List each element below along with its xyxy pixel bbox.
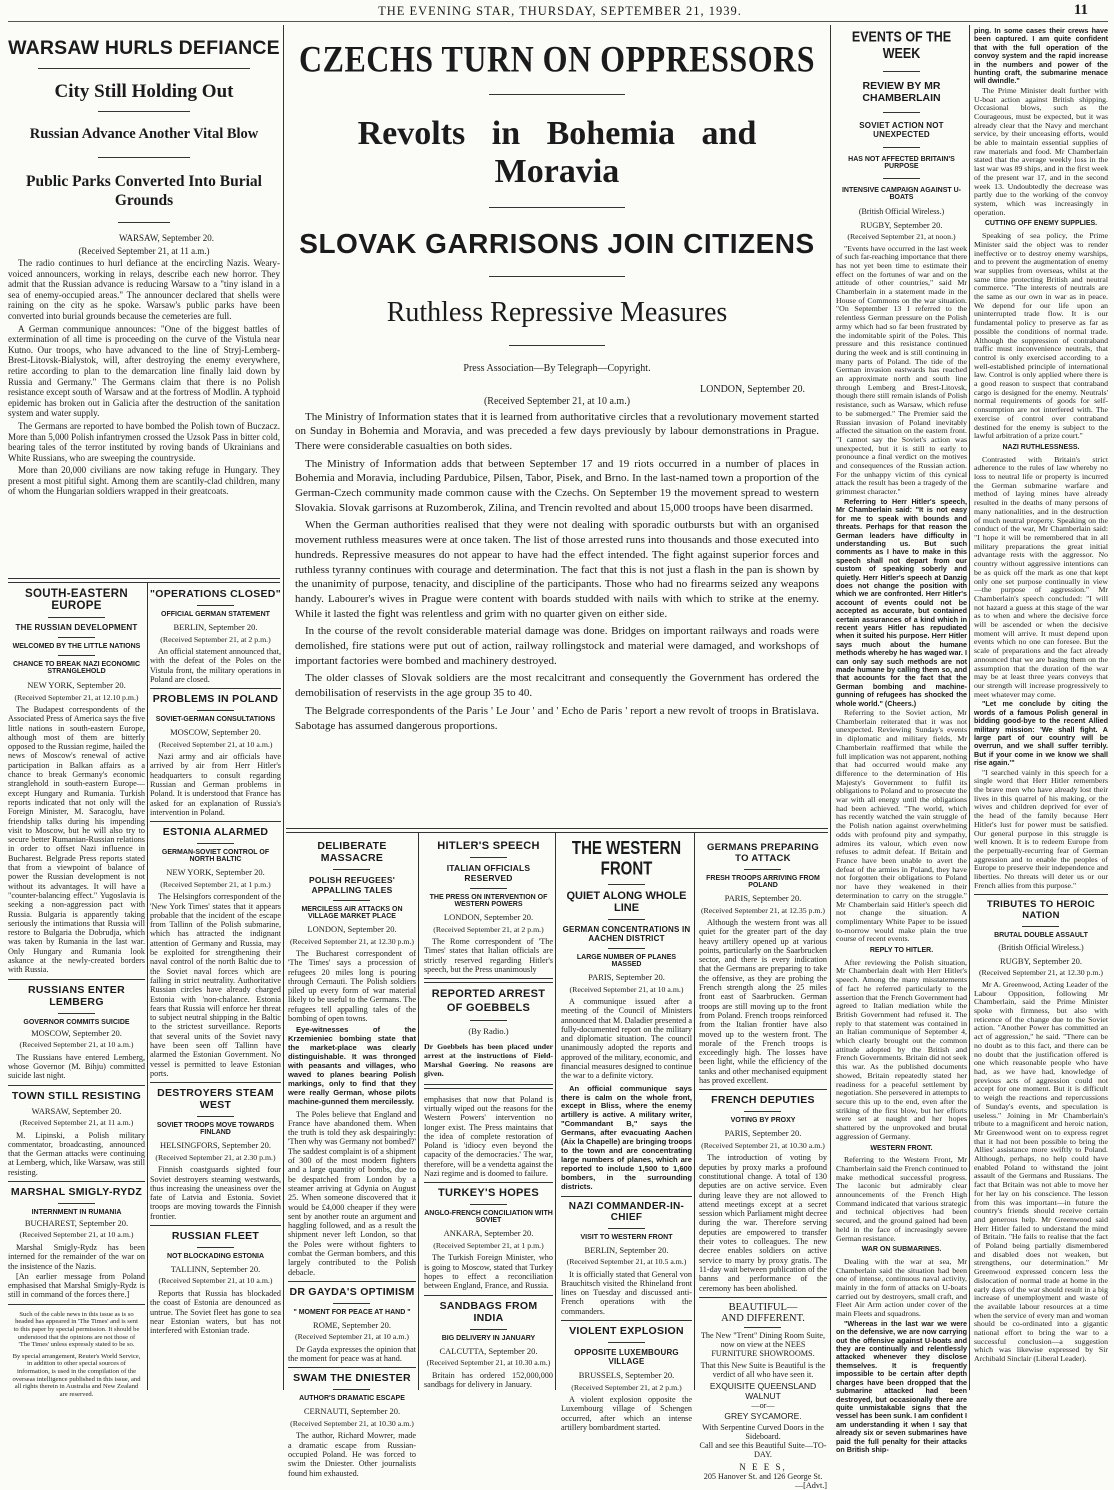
western-front-body: [561, 997, 692, 1192]
western-front-subhead: WESTERN FRONT.: [870, 1144, 933, 1152]
se-europe-dateline: NEW YORK, September 20.: [27, 680, 126, 690]
paragraph: After reviewing the Polish situation, Mr Chamberlain dealt with Herr Hitler's speech. Among the many misstatements of fact he referred particularly to the assertion that the French Government had agreed to Italian mediation while the British Government had refused it. The reply to that statement was contained in an Italian communique of September 4, which clearly brought out the common attitude adopted by the British and French Governments. Britain did not seek this war. As the published documents showed, Britain repeatedly stated her readiness for a peaceful settlement by negotiation. She persevered in attempts to secure this up to the end, even after the striking of the first blow, but her efforts were set at naught and her hopes shattered by the unprovoked and brutal aggression of Germany.: [836, 957, 967, 1141]
paragraph: The Germans are reported to have bombed the Polish town of Buczacz. More than 5,000 Polish infantrymen crossed the Uzsok Pass in bitter cold, bearing tales of the terror instituted by roving bands of Ukrainians and White Russians, who are sweeping the countryside.: [8, 420, 280, 463]
czechs-headline2: Revolts in Bohemia and Moravia: [357, 115, 757, 190]
problems-hdr: PROBLEMS IN POLAND: [152, 693, 279, 706]
paragraph: Contrasted with Britain's strict adherence to the rules of law whereby no loss to neutral life or property is incurred the German submarine warfare and method of laying mines have already resulted in the deaths of many persons of many nationalities, and in the destruction of much neutral property. Speaking on the conduct of the war, Mr Chamberlain said: "I hope it will be remembered that in all military preparations the great initial advantage rests with the aggressor. No country without aggressive intentions can be as quick off the mark as one that kept only one set purpose continually in view—the purpose of aggression." Mr Chamberlain's speech concluded: "I will not hazard a guess at this stage of the war as to when and where the decisive force will be ascended or when the decisive moment will arrive. It must depend upon events which no one can foresee. But the scale of preparations and the fact already announced that we are basing them on the assumption that the duration of the war may be at least three years conveys that our strength will increase progressively to meet whatever may come.: [974, 454, 1108, 699]
dniester-dateline: CERNAUTI, September 20.: [303, 1406, 401, 1417]
se-europe-hdr: SOUTH-EASTERN EUROPE: [25, 588, 128, 612]
paragraph: Reports that Russia has blockaded the coast of Estonia are denounced as untrue. The Soviet fleet has gone to sea near Estonian waters, but has not interfered with Estonian trade.: [150, 1288, 281, 1336]
warsaw-article: [8, 27, 280, 575]
paragraph: Although the western front was all quiet for the greater part of the day heavy artillery opened up at various points, particularly on the Saarbrucken sector, and there is every indication that the Germans are preparing to take the offensive, as they are probing the French strength along the 25 miles front east of Saarbrucken. German troops are still moving up to the front from Poland. French troops reinforced from the Italian frontier have also moved up to the western front. The morale of the French troops is exceedingly high. The losses have been light, while the efficiency of the tanks and other mechanised equipment has proved excellent.: [699, 918, 827, 1086]
hitler-hdr: HITLER'S SPEECH: [437, 840, 540, 852]
gayda-dateline: ROME, September 20.: [313, 1319, 391, 1330]
turkey-body: [424, 1253, 553, 1290]
nees-advertisement: [699, 1302, 827, 1490]
fleet-hdr: RUSSIAN FLEET: [171, 1229, 260, 1242]
paragraph: When the German authorities realised that they were not dealing with sporadic outbursts but with an organised movement ruthless measures were at once taken. The list of those arrested runs into thousands and those executed into hundreds. Repressive measures do not appear to have had the effect intended. The fight against superior forces and ruthless tyranny continues with courage and determination. The fact that this is not just a flash in the pan is shown by the unanimity of purpose, tenacity, and discipline of the participants. Those who had no firearms seized any weapons handy. Labourer's wives in Prague were content with boards studded with nails with which to strike at the enemy. While it lasted the fight was relentless and grim with no quarter given on either side.: [295, 519, 819, 620]
czechs-headline1: CZECHS TURN ON OPPRESSORS: [298, 38, 815, 80]
paragraph: A violent explosion opposite the Luxembourg village of Schengen occurred, after which an intense artillery bombardment started.: [561, 1395, 692, 1432]
goebbels-body: Dr Goebbels has been placed under arrest at the instructions of Field-Marshal Goering. No reasons are given.: [424, 1041, 553, 1078]
turkey-hdr: TURKEY'S HOPES: [438, 1187, 539, 1200]
warsaw-sub1: City Still Holding Out: [54, 81, 234, 102]
events-received: (Received September 21, at noon.): [847, 232, 956, 241]
se-europe-received: (Received September 21, at 12.10 p.m.): [14, 692, 139, 702]
warsaw-sub2: Russian Advance Another Vital Blow: [29, 126, 259, 142]
western-front-dateline: PARIS, September 20.: [588, 972, 665, 982]
czechs-headline4: Ruthless Repressive Measures: [386, 297, 728, 328]
column-1: [8, 584, 145, 1398]
paragraph: Referring to the Soviet action, Mr Chamberlain reiterated that it was not unexpected. Reviewing Sunday's events in diplomatic and military fields, Mr Chamberlain reaffirmed that while the full implication was not apparent, nothing that had occurred would make any difference to the determination of His Majesty's Government to fulfil its obligations to Poland and to prosecute the war with all energy until the obligations had been achieved. "The world, which has recently watched the vain struggle of the Polish nation against overwhelming odds with profound pity and sympathy, admires its valour, which even now refuses to admit defeat. If Britain and France have been unable to avert the defeat of the armies in Poland, they have not forgotten their obligations to Poland nor have they weakened in their determination to carry on the struggle." Mr Chamberlain said Hitler's speech did not change the situation. A complimentary White Paper to be issued to-morrow would make plain the true course of recent events.: [836, 708, 967, 944]
ad-exquisite: EXQUISITE QUEENSLAND WALNUT: [709, 1381, 817, 1402]
ad-line2: AND DIFFERENT.: [721, 1312, 805, 1324]
warsaw-headline: WARSAW HURLS DEFIANCE: [8, 37, 280, 59]
paragraph-bold: Eye-witnesses of the Krzemieniec bombing state that the market-place was clearly distinguishable. It was thronged with peasants and villages, who waved to planes bearing Polish markings, only to find that they were really German, whose pilots machine-gunned them mercilessly.: [288, 1025, 416, 1106]
explosion-hdr: VIOLENT EXPLOSION: [569, 1325, 684, 1338]
events-wireless: (British Official Wireless.): [858, 207, 945, 216]
problems-dateline: MOSCOW, September 20.: [170, 727, 261, 738]
dniester-body: [288, 1431, 416, 1477]
events-body: [836, 245, 967, 1455]
ad-text: The New "Trent" Dining Room Suite, now on view at the NEES FURNITURE SHOWROOMS.: [700, 1330, 826, 1359]
footnote-times: Such of the cable news in this issue as is so headed has appeared in 'The Times' and is sent to this paper by special permission. It should be understood that the opinions are not those of 'The Times' unless expressly stated to be so.: [13, 1310, 140, 1349]
destroyers-body: [150, 1165, 281, 1221]
hitler-received: (Received September 21, at 2 p.m.): [433, 924, 544, 934]
column-6: [699, 836, 827, 1490]
germans-prep-hdr: GERMANS PREPARING TO ATTACK: [706, 842, 820, 864]
paragraph: M. Lipinski, a Polish military commentator, broadcasting, announced that the German attacks were continuing at Lemberg, which, like Warsaw, was still resisting.: [8, 1130, 145, 1177]
paragraph: Mr A. Greenwood, Acting Leader of the Labour Opposition, following Mr Chamberlain, said the Prime Minister spoke with firmness, but also with reticence of the change due to the Soviet action. "Another Power has committed an act of aggression," he said. "There can be no doubt as to this fact, and there can be no doubt that the justification offered is one which reasonable people who have had, as we have had, knowledge of previous acts of aggression could not accept for one moment. But it is difficult to weigh the reactions and repercussions of Sunday's events, and speculation is useless." Joining in Mr Chamberlain's tribute to a magnificent and heroic nation, Mr Greenwood went on to express regret that it had not been possible to bring the Allies' assistance more swiftly to Poland. Although, perhaps, no help could have enabled Poland to withstand the joint assault of the Germans and Russians. The fact that Britain was not able to move her for her lay on his conscience. The lesson from this was important—in future the country's friends should receive certain and generous help. Mr Greenwood said Herr Hitler failed to understand the mind of Britain. "He fails to realise that the fact of Poland being partially dismembered and disabled does not weaken, but strengthens, our determination." Mr Greenwood expressed concern less the dislocation of normal trade at home in the early days of the war should result in a big increase of unemployment and waste of the available labour resources at a time when the service of every man and woman should be co-ordinated into a gigantic national effort to bring the war to a successful conclusion—a suggestion which was likewise expressed by Sir Archibald Sinclair (Liberal Leader).: [974, 979, 1108, 1364]
ad-or: —or—: [751, 1401, 775, 1411]
czechs-received: (Received September 21, at 10 a.m.): [483, 396, 631, 407]
western-front-received: (Received September 21, at 10 a.m.): [569, 984, 684, 994]
fleet-dateline: TALLINN, September 20.: [170, 1263, 261, 1274]
gayda-sub: " MOMENT FOR PEACE AT HAND ": [293, 1308, 411, 1316]
events-hdr: EVENTS OF THE WEEK: [851, 28, 952, 62]
paragraph: "I searched vainly in this speech for a single word that Herr Hitler remembers the brave men who have already lost their lives in this quarrel of his making, or the wives and children deprived for ever of the head of the family because Herr Hitler's lust for power must be satisfied. Our general purpose in this struggle is well known. It is to redeem Europe from the perpetually-recurring fear of German aggression and to enable the peoples of Europe to preserve their independence and liberties. No threats will deter us or our French allies from this purpose.": [974, 767, 1108, 890]
turkey-received: (Received September 21, at 1 p.m.): [433, 1240, 544, 1250]
lemberg-sub: GOVERNOR COMMITS SUICIDE: [23, 1018, 130, 1026]
destroyers-sub: SOVIET TROOPS MOVE TOWARDS FINLAND: [156, 1122, 275, 1137]
paragraph: Dealing with the war at sea, Mr Chamberlain said the situation had been one of intense, continuous naval activity, mainly in the form of attacks on U-boats carried out by destroyers, small craft, and Fleet Air Arm action under cover of the main Fleets and squadrons.: [836, 1256, 967, 1319]
paragraph: Dr Gayda expresses the opinion that the moment for peace was at hand.: [288, 1344, 416, 1364]
estonia-sub: GERMAN-SOVIET CONTROL OF NORTH BALTIC: [161, 849, 270, 864]
paragraph: The Budapest correspondents of the Associated Press of America says the five little nations in south-eastern Europe, although most of them are bitterly opposed to the Russian regime, hailed the news of Moscow's renewal of active participation in Balkan affairs as a chance to break Germany's economic stranglehold in south-eastern Europe—except Hungary and Rumania. Turkish reports indicated that not only will the Foreign Minister, M. Saracoglu, have friendship talks during his impending visit to Moscow, but he will also try to secure better Rumanian-Russian relations in order to offset Nazi influence in Bucharest. Belgrade Press reports stated that from a viewpoint of balance of power the Russian development is not without its advantages. It will have a "counter-balancing effect." Yugoslavia is seeking a non-aggression pact with Russia. Bulgaria is apparently taking seriously the intimations that Russia will restore to Bulgaria the Dobrudja, which was taken by Rumania in the last war. Only Hungary and Rumania look askance at the newly-created borders with Russia.: [8, 705, 145, 975]
germans-prep-received: (Received September 21, at 12.35 p.m.): [700, 905, 826, 915]
paragraph: The Helsingfors correspondent of the 'New York Times' states that it appears probable that the incident of the escape from Tallinn of the Polish submarine, which has attracted the indignant attention of Germany and Russia, may be exploited for strengthening their naval control of the north Baltic due to the Soviet naval forces which are failing in strict neutrality. Authoritative Russian circles have already charged Estonia with 'non-chalance. Estonia fears that Russia will enforce her threat to subject neutral shipping in the Baltic to the strictest surveillance. Reports that several units of the Soviet navy have been seen off Tallinn have alarmed the Estonian Government. No vessel is permitted to leave Estonian ports.: [150, 892, 281, 1078]
warsaw-sub3: Public Parks Converted Into Burial Grounds: [26, 173, 262, 209]
hitler-continued: [424, 1095, 553, 1179]
germans-prep-sub: FRESH TROOPS ARRIVING FROM POLAND: [706, 875, 820, 889]
smigly-received: (Received September 21, at 10 a.m.): [19, 1230, 134, 1240]
massacre-received: (Received September 21, at 12.30 p.m.): [289, 936, 415, 946]
reply-to-hitler: REPLY TO HITLER.: [869, 947, 934, 955]
massacre-body: [288, 949, 416, 1277]
warsaw-dateline: WARSAW, September 20.: [119, 233, 214, 243]
estonia-body: [150, 892, 281, 1078]
se-europe-sub2: WELCOMED BY THE LITTLE NATIONS: [12, 643, 141, 650]
paragraph: emphasises that now that Poland is virtually wiped out the reasons for the Western Powers' intervention no longer exist. The Press maintains that the idea of complete restoration of Poland is 'idiocy even beyond the capacity of the democracies.' The war, therefore, will be a vendetta against the Nazi regime and is doomed to failure.: [424, 1094, 553, 1179]
column-3: [288, 836, 416, 1478]
lemberg-received: (Received September 21, at 10 a.m.): [19, 1040, 134, 1050]
column-8: [974, 27, 1108, 1390]
czechs-body: [289, 410, 825, 734]
goebbels-sub: (By Radio.): [468, 1026, 509, 1037]
resisting-body: [8, 1131, 145, 1177]
warsaw-received: (Received September 21, at 11 a.m.): [78, 245, 210, 256]
sandbags-hdr: SANDBAGS FROM INDIA: [439, 1299, 538, 1324]
paragraph-bold: ping. In some cases their crews have been captured. I am quite confident that with the full operation of the convoy system and the rapid increase in the numbers and power of the hunting craft, the submarine menace will dwindle.": [974, 26, 1108, 86]
ad-text2: That this New Suite is Beautiful is the verdict of all who have seen it.: [700, 1360, 826, 1379]
turkey-sub: ANGLO-FRENCH CONCILIATION WITH SOVIET: [424, 1210, 553, 1225]
nazi-cmd-received: (Received September 21, at 10.5 a.m.): [566, 1257, 687, 1267]
hitler-sub2: THE PRESS ON INTERVENTION OF WESTERN POWERS: [429, 894, 548, 908]
paragraph: Speaking of sea policy, the Prime Minister said the object was to render ineffective or to destroy enemy warships, and to prevent the augmentation of enemy war supplies from overseas, whilst at the same time protecting British and neutral commerce. "The interests of neutrals are the same as our own in war as in peace. We depend for our life upon an uninterrupted trade flow. It is our fundamental policy to preserve as far as possible the conditions of normal trade. Although the suppression of contraband traffic must inconvenience neutrals, that control is only exercised according to a well-established principle of international law. Control is only applied where there is a good reason to suspect that contraband cargo is designed for the enemy. Neutrals' normal requirements of goods for self-consumption are not interfered with. The exercise of control over contraband destined for the enemy is subject to the lawful arbitration of a prize court.": [974, 231, 1108, 441]
paragraph: Referring to the Western Front, Mr Chamberlain said the French continued to make methodical successful progress. The laconic but admirably clear announcements of the French High Command indicated that various strategic and technical objectives had been secured, and the ground gained had been held in the face of increasingly severe German resistance.: [836, 1155, 967, 1243]
sandbags-received: (Received September 21, at 10.30 a.m.): [426, 1358, 551, 1368]
germans-prep-dateline: PARIS, September 20.: [724, 893, 802, 903]
sandbags-sub: BIG DELIVERY IN JANUARY: [441, 1334, 536, 1342]
paragraph: In the course of the revolt considerable material damage was done. Bridges on important railways and roads were demolished, fire stations were put out of action, railway rollingstock and material were damaged, and workshops of important factories were bombed and machinery destroyed.: [295, 625, 819, 667]
paragraph: The Belgrade correspondents of the Paris ' Le Jour ' and ' Echo de Paris ' report a new revolt of troops in Bratislava. Sabotage has assumed dangerous proportions.: [295, 704, 819, 732]
lemberg-hdr: RUSSIANS ENTER LEMBERG: [28, 983, 125, 1008]
events-sub3: INTENSIVE CAMPAIGN AGAINST U-BOATS: [841, 187, 961, 201]
nazi-cmd-body: [561, 1270, 692, 1316]
western-front-sub3: LARGE NUMBER OF PLANES MASSED: [576, 954, 677, 968]
dniester-sub: AUTHOR'S DRAMATIC ESCAPE: [299, 1395, 405, 1403]
paragraph: The Bucharest correspondent of 'The Times' says a procession of refugees 20 miles long is pouring through Cernauti. The Polish soldiers piled up every form of war material likely to be useful to the Germans. The refugees tell appalling tales of the bombing of open towns.: [288, 949, 416, 1024]
western-front-hdr: THE WESTERN FRONT: [571, 838, 682, 880]
estonia-hdr: ESTONIA ALARMED: [162, 826, 269, 839]
page-number: 11: [1073, 2, 1088, 18]
war-on-submarines: WAR ON SUBMARINES.: [861, 1246, 942, 1254]
paragraph: The Ministry of Information states that it is learned from authoritative circles that a revolutionary movement started on Sunday in Bohemia and Moravia, and was preceded a few days previously by labour demonstrations in Prague. There were considerable casualties on both sides.: [295, 410, 819, 452]
explosion-sub: OPPOSITE LUXEMBOURG VILLAGE: [574, 1348, 679, 1367]
problems-body: [150, 752, 281, 817]
ad-text3: With Serpentine Curved Doors in the Sideboard.: [702, 1422, 824, 1441]
ops-closed-dateline: BERLIN, September 20.: [173, 622, 258, 632]
column-5: [561, 836, 692, 1432]
ad-text4: Call and see this Beautiful Suite—TO-DAY.: [699, 1441, 827, 1460]
deputies-hdr: FRENCH DEPUTIES: [711, 1094, 815, 1107]
paragraph: "Events have occurred in the last week of such far-reaching importance that there has not yet been time to estimate their effect on the fortunes of war and on the attitude of other countries," said Mr Chamberlain in a statement made in the House of Commons on the war situation. "On September 13 I referred to the relentless German pressure on the Polish army which had so far been frustrated by the indomitable spirit of the Poles. This pressure and this resistance continued during the week and is still continuing in many parts of Poland. The tide of the German invasion eastwards has reached an approximate north and south line through Lemberg and Brest-Litovsk, though there still remain islands of Polish resistance, such as Warsaw, which refuse to be submerged." The Premier said the Russian invasion of Poland inevitably affected the situation on the eastern front. "I cannot say the Soviet's action was unexpected, but it is still to early to pronounce a final verdict on the motives and consequences of the Russian action. For the unhappy victim of this cynical attack the result has been a tragedy of the grimmest character.": [836, 243, 967, 497]
ad-nees: N E E S,: [739, 1461, 787, 1472]
massacre-dateline: LONDON, September 20.: [307, 924, 397, 934]
problems-received: (Received September 21, at 10 a.m.): [158, 739, 273, 749]
smigly-hdr: MARSHAL SMIGLY-RYDZ: [10, 1185, 143, 1198]
smigly-dateline: BUCHAREST, September 20.: [24, 1217, 129, 1228]
ad-line1: BEAUTIFUL—: [728, 1301, 798, 1313]
column-2: [150, 584, 281, 1390]
tribute-hdr: TRIBUTES TO HEROIC NATION: [986, 899, 1096, 922]
resisting-hdr: TOWN STILL RESISTING: [11, 1089, 142, 1102]
events-sub2: HAS NOT AFFECTED BRITAIN'S PURPOSE: [848, 156, 955, 170]
paragraph: Britain has ordered 152,000,000 sandbags for delivery in January.: [424, 1370, 553, 1389]
nazi-cmd-sub: VISIT TO WESTERN FRONT: [580, 1233, 673, 1241]
tribute-wireless: (British Official Wireless.): [998, 943, 1084, 953]
gayda-received: (Received September 21, at 10 a.m.): [295, 1332, 409, 1342]
masthead-title: THE EVENING STAR, THURSDAY, SEPTEMBER 21, 1939.: [378, 4, 742, 18]
se-europe-sub1: THE RUSSIAN DEVELOPMENT: [15, 623, 138, 632]
tribute-dateline: RUGBY, September 20.: [999, 955, 1082, 966]
warsaw-body: [8, 258, 280, 497]
paragraph: A communique issued after a meeting of the Council of Ministers announced that M. Daladier presented a fully-documented report on the military and diplomatic situation. The council unanimously adopted the reports and approved of the military, economic, and financial measures designed to continue the war to a definite victory.: [561, 997, 692, 1081]
dniester-hdr: SWAM THE DNIESTER: [293, 1372, 411, 1385]
nazi-cmd-dateline: BERLIN, September 20.: [584, 1244, 669, 1255]
nazi-ruthlessness: NAZI RUTHLESSNESS.: [1002, 443, 1080, 451]
explosion-dateline: BRUSSELS, September 20.: [578, 1370, 675, 1381]
turkey-dateline: ANKARA, September 20.: [443, 1228, 534, 1239]
czechs-dateline: LONDON, September 20.: [700, 383, 805, 395]
ad-grey: GREY SYCAMORE.: [724, 1410, 802, 1421]
problems-sub: SOVIET-GERMAN CONSULTATIONS: [155, 716, 276, 724]
sandbags-dateline: CALCUTTA, September 20.: [439, 1345, 538, 1356]
paragraph: Nazi army and air officials have arrived by air from Herr Hitler's headquarters to consult regarding Russian and German problems in Poland. It is understood that France has asked for an explanation of Russia's intervention in Poland.: [150, 752, 281, 817]
explosion-body: [561, 1395, 692, 1432]
paragraph: Finnish coastguards sighted four Soviet destroyers steaming westwards, thus increasing the uneasiness over the fate of Latvia and Estonia. Soviet troops are moving towards the Finnish frontier.: [150, 1165, 281, 1221]
fleet-sub: NOT BLOCKADING ESTONIA: [166, 1252, 265, 1260]
dniester-received: (Received September 21, at 10.30 a.m.): [290, 1418, 414, 1428]
tribute-sub: BRUTAL DOUBLE ASSAULT: [994, 932, 1088, 940]
hitler-sub: ITALIAN OFFICIALS RESERVED: [446, 863, 531, 883]
massacre-hdr: DELIBERATE MASSACRE: [317, 840, 387, 864]
ops-closed-body: [150, 647, 281, 684]
gayda-body: [288, 1345, 416, 1364]
footnote-reuter: By special arrangement, Reuter's World Service, in addition to other special sources of information, is used in the compilation of the overseas intelligence published in this issue, and all rights therein in Australia and New Zealand are reserved.: [12, 1352, 141, 1398]
se-europe-body: [8, 705, 145, 975]
chamberlain-continued: [974, 27, 1108, 890]
paragraph: A German communique announces: "One of the biggest battles of extermination of all time is proceeding on the curve of the Vistula near Kutno. Our troops, who have advanced to the line of Stryj-Lemberg-Brest-Litovsk-Bialystok, will, after destroying the enemy everywhere, retire according to plan to the demarcation line finally laid down by Russia and Germany." The Germans claim that there is no Polish resistance except south of Warsaw and at the fortress of Modlin. A typhoid epidemic has broken out in Galicia after the destruction of the sanitation system and water supply.: [8, 323, 280, 419]
events-hdr2: REVIEW BY MR CHAMBERLAIN: [862, 80, 941, 104]
hitler-body: [424, 937, 553, 974]
paragraph-bold: An official communique says there is calm on the whole front, except in Bliss, where the enemy artillery is active. A military writer, "Commandant B," says the Germans, after evacuating Aachen (Aix la Chapelle) are bringing troops to the town and are concentrating large numbers of planes, which are reported to include 1,500 to 1,600 bombers, in the surrounding districts.: [561, 1083, 692, 1191]
ad-advt: —[Advt.]: [794, 1481, 827, 1490]
paragraph: An official statement announced that, with the defeat of the Poles on the Vistula front, the military operations in Poland are closed.: [150, 647, 281, 684]
destroyers-dateline: HELSINGFORS, September 20.: [160, 1140, 271, 1151]
hitler-dateline: LONDON, September 20.: [443, 912, 534, 922]
gayda-hdr: DR GAYDA'S OPTIMISM: [289, 1285, 415, 1298]
ops-closed-sub: OFFICIAL GERMAN STATEMENT: [161, 611, 270, 618]
resisting-received: (Received September 21, at 11 a.m.): [19, 1118, 134, 1127]
column-7: [836, 27, 967, 1454]
nazi-cmd-hdr: NAZI COMMANDER-IN-CHIEF: [568, 1200, 685, 1223]
paragraph: It is officially stated that General von Brauchitsch visited the Rhineland front lines on Tuesday and discussed anti-French operations with the commanders.: [561, 1269, 692, 1316]
explosion-received: (Received September 21, at 2 p.m.): [571, 1382, 682, 1392]
paragraph-bold: Referring to Herr Hitler's speech, Mr Chamberlain said: "It is not easy for me to speak with bounds and threats. Perhaps for that reason the German leaders have difficulty in understanding us. But such comments as I have to make in this speech shall not depart from our custom of speaking soberly and quietly. Herr Hitler's speech at Danzig does not change the position with which we are confronted. Herr Hitler's account of events could not be accepted as accurate, but contained certain assurances of a kind which in recent years Hitler has repudiated when it suited his purpose. Herr Hitler says much about the humane methods whereby he has waged war. I can only say such methods are not made humane by calling them so, and that accounts for the fact that the German bombing and machine-gunning of refugees has shocked the whole world." (Cheers.): [836, 496, 967, 708]
czechs-article: [289, 27, 825, 827]
column-4: [424, 836, 553, 1390]
paragraph: More than 20,000 civilians are now taking refuge in Hungary. They present a most pitiful sight. Among them are scantily-clad children, many of whom the Hungarian soldiers wrapped in their greatcoats.: [8, 465, 280, 497]
paragraph: The Poles believe that England and France have abandoned them. When the truth is told they ask despairingly: 'Then why was Germany not bombed?' The saddest complaint is of a shipment of 300 of the most modern fighters and a large quantity of bombs, due to be despatched from London by a steamer arriving at Gdynia on August 25. When someone discovered that it would be £4,000 cheaper if they were sent by another route an argument and haggling followed, and as a result the shipment never left London, so that the Poles were without fighters to combat the German bombers, and this largely contributed to the Polish debacle.: [288, 1109, 416, 1277]
czechs-headline3: SLOVAK GARRISONS JOIN CITIZENS: [299, 228, 815, 259]
events-dateline: RUGBY, September 20.: [860, 219, 943, 230]
paragraph: The Prime Minister dealt further with U-boat action against British shipping. Occasional blows, such as the Courageous, must be expected, but it was already clear that the Navy and merchant service, by their unceasing efforts, would be able to maintain essential supplies of raw materials and food. Mr Chamberlain stated that the average weekly loss in the last war was 89 ships, and in the first week of the present war 17, and in the second week 13. Undoubtedly the decrease was partly due to the working of the convoy system, which was increasingly in operation.: [974, 85, 1108, 217]
paragraph: The Rome correspondent of 'The Times' states that Italian officials are strictly reserved regarding Hitler's speech, but the Press unanimously: [424, 937, 553, 974]
western-front-sub: QUIET ALONG WHOLE LINE: [566, 890, 687, 914]
lemberg-body: [8, 1053, 145, 1081]
paragraph: The Ministry of Information adds that between September 17 and 19 riots occurred in a number of places in Bohemia and Moravia, including Pardubice, Pilsen, Tabor, Pisek, and Brno. In the last-named town a proportion of the German-Czech community made common cause with the Czechs. On September 19 the movement spread to western Slovakia. Slovak garrisons at Ruzomberok, Zilina, and Trencin revolted and about 15,000 troops have been disarmed.: [295, 457, 819, 514]
paragraph-bold: "Whereas in the last war we were on the defensive, we are now carrying out the offensive against U-boats and they are continually and relentlessly attacked whenever they disclose themselves. It is frequently impossible to be certain after depth charges have been dropped that the submarine attacked had been destroyed, but occasionally there are quite unmistakable signs that the vessel has been sunk. I am confident I am understanding it when I say that already six or seven submarines have paid the full penalty for their attacks on British ship-: [836, 1318, 967, 1454]
tribute-body: [974, 981, 1108, 1364]
paragraph: The older classes of Slovak soldiers are the most recalcitrant and consequently the Government has ordered the demobilisation of reservists in the age group 35 to 40.: [295, 672, 819, 700]
se-europe-sub3: CHANCE TO BREAK NAZI ECONOMIC STRANGLEHOLD: [12, 661, 141, 675]
deputies-body: [699, 1153, 827, 1292]
deputies-received: (Received September 21, at 10.30 a.m.): [701, 1140, 825, 1150]
estonia-dateline: NEW YORK, September 20.: [166, 867, 265, 878]
cutting-off-supplies: CUTTING OFF ENEMY SUPPLIES.: [984, 220, 1098, 228]
estonia-received: (Received September 21, at 1 p.m.): [160, 879, 271, 889]
czechs-byline: Press Association—By Telegraph—Copyright.: [463, 363, 651, 374]
paragraph: [An earlier message from Poland emphasised that Marshal Smigly-Rydz is still in command of the forces there.]: [8, 1271, 145, 1300]
events-sub: SOVIET ACTION NOT UNEXPECTED: [859, 121, 944, 139]
ops-closed-hdr: "OPERATIONS CLOSED": [150, 588, 281, 600]
resisting-dateline: WARSAW, September 20.: [31, 1105, 122, 1116]
ad-address: 205 Hanover St. and 126 George St.: [703, 1471, 823, 1481]
tribute-received: (Received September 21, at 12.30 p.m.): [978, 968, 1104, 978]
paragraph: The Russians have entered Lemberg, whose Governor (M. Bihju) committed suicide last night.: [8, 1052, 145, 1081]
paragraph-bold: "Let me conclude by citing the words of a famous Polish general in bidding good-bye to the recent Allied military mission: 'We shall fight. A large part of our country will be overrun, and we shall suffer terribly. But if your come in we know we shall rise again.'": [974, 699, 1108, 768]
deputies-sub: VOTING BY PROXY: [730, 1117, 796, 1125]
massacre-sub2: MERCILESS AIR ATTACKS ON VILLAGE MARKET PLACE: [301, 906, 403, 920]
western-front-sub2: GERMAN CONCENTRATIONS IN AACHEN DISTRICT: [562, 925, 691, 943]
paragraph: The radio continues to hurl defiance at the encircling Nazis. Weary-voiced announcers, working in relays, describe each new horror. They admit that the Russian advance is reducing Warsaw to a "tiny island in a sea of enemy-occupied areas." The announcer declared that shells were raining on the city as he spoke. Warsaw's public parks have been converted into burial grounds because the cemeteries are full.: [8, 258, 280, 321]
fleet-body: [150, 1289, 281, 1335]
lemberg-dateline: MOSCOW, September 20.: [31, 1027, 122, 1038]
paragraph: Marshal Smigly-Rydz has been interned for the remainder of the war on the insistence of the Nazis.: [8, 1242, 145, 1271]
paragraph: The introduction of voting by deputies by proxy marks a profound constitutional change. A total of 130 deputies are on active service. Even during leave they are not allowed to attend meetings except at a secret session which Parliament might decree during the war. Therefore serving deputies are empowered to transfer their votes to colleagues. The new decree enables soldiers on active service to marry by proxy gratis. The 11-day wait between publication of the banns and performance of the ceremony has been abolished.: [699, 1153, 827, 1293]
smigly-body: [8, 1243, 145, 1300]
massacre-sub: POLISH REFUGEES' APPALLING TALES: [309, 875, 395, 895]
goebbels-hdr: REPORTED ARREST OF GOEBBELS: [431, 988, 546, 1015]
masthead: [0, 0, 1114, 20]
germans-prep-body: [699, 918, 827, 1085]
ops-closed-received: (Received September 21, at 2 p.m.): [160, 634, 271, 644]
destroyers-hdr: DESTROYERS STEAM WEST: [157, 1087, 274, 1112]
smigly-sub: INTERNMENT IN RUMANIA: [31, 1208, 122, 1216]
destroyers-received: (Received September 21, at 2.30 p.m.): [155, 1152, 276, 1162]
sandbags-body: [424, 1371, 553, 1390]
fleet-received: (Received September 21, at 10 a.m.): [158, 1276, 273, 1286]
paragraph: The Turkish Foreign Minister, who is going to Moscow, stated that Turkey hopes to effect a reconciliation between England, France, and Russia.: [424, 1253, 553, 1291]
deputies-dateline: PARIS, September 20.: [724, 1128, 802, 1139]
paragraph: The author, Richard Mowrer, made a dramatic escape from Russian-occupied Poland. He was forced to swim the Dniester. Other journalists found him exhausted.: [288, 1431, 416, 1478]
